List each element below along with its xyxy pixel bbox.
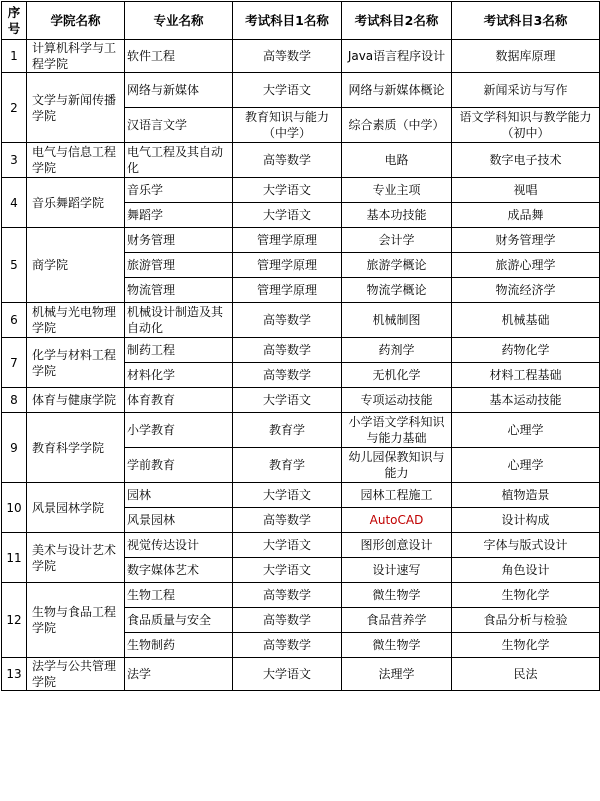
subject2-name: 机械制图 [342, 303, 452, 338]
subject2-name: 电路 [342, 143, 452, 178]
subject3-name: 生物化学 [452, 583, 600, 608]
row-seq: 3 [2, 143, 27, 178]
subject2-name: 微生物学 [342, 633, 452, 658]
subject2-name: 会计学 [342, 228, 452, 253]
row-seq: 6 [2, 303, 27, 338]
table-row [2, 583, 600, 608]
major-name: 舞蹈学 [125, 203, 233, 228]
subject3-name: 物流经济学 [452, 278, 600, 303]
subject2-name: Java语言程序设计 [342, 40, 452, 73]
major-name: 风景园林 [125, 508, 233, 533]
college-name: 体育与健康学院 [27, 388, 125, 413]
subject3-name: 生物化学 [452, 633, 600, 658]
subject2-name: 食品营养学 [342, 608, 452, 633]
subject3-name: 视唱 [452, 178, 600, 203]
table-row [2, 178, 600, 203]
row-seq: 1 [2, 40, 27, 73]
college-name: 美术与设计艺术学院 [27, 533, 125, 583]
major-name: 学前教育 [125, 448, 233, 483]
subject1-name: 管理学原理 [233, 253, 342, 278]
subject2-name: AutoCAD [342, 508, 452, 533]
subject3-name: 字体与版式设计 [452, 533, 600, 558]
table-row [2, 388, 600, 413]
major-name: 机械设计制造及其自动化 [125, 303, 233, 338]
major-name: 汉语言文学 [125, 108, 233, 143]
subject3-name: 新闻采访与写作 [452, 73, 600, 108]
subject3-name: 心理学 [452, 448, 600, 483]
subject1-name: 高等数学 [233, 40, 342, 73]
college-name: 法学与公共管理学院 [27, 658, 125, 691]
college-name: 风景园林学院 [27, 483, 125, 533]
major-name: 园林 [125, 483, 233, 508]
header-subject3: 考试科目3名称 [452, 2, 600, 40]
subject1-name: 高等数学 [233, 338, 342, 363]
subject3-name: 食品分析与检验 [452, 608, 600, 633]
subject1-name: 大学语文 [233, 203, 342, 228]
college-name: 生物与食品工程学院 [27, 583, 125, 658]
row-seq: 8 [2, 388, 27, 413]
major-name: 电气工程及其自动化 [125, 143, 233, 178]
subject3-name: 设计构成 [452, 508, 600, 533]
subject1-name: 高等数学 [233, 583, 342, 608]
major-name: 财务管理 [125, 228, 233, 253]
subject2-name: 微生物学 [342, 583, 452, 608]
subject2-name: 图形创意设计 [342, 533, 452, 558]
subject3-name: 旅游心理学 [452, 253, 600, 278]
header-seq: 序号 [2, 2, 27, 40]
subject2-name: 旅游学概论 [342, 253, 452, 278]
subject1-name: 大学语文 [233, 533, 342, 558]
subject3-name: 财务管理学 [452, 228, 600, 253]
major-name: 食品质量与安全 [125, 608, 233, 633]
subject2-name: 网络与新媒体概论 [342, 73, 452, 108]
subject2-name: 幼儿园保教知识与能力 [342, 448, 452, 483]
table-row [2, 658, 600, 691]
major-name: 软件工程 [125, 40, 233, 73]
table-row [2, 40, 600, 73]
subject2-name: 物流学概论 [342, 278, 452, 303]
major-name: 生物工程 [125, 583, 233, 608]
header-college: 学院名称 [27, 2, 125, 40]
subject1-name: 高等数学 [233, 608, 342, 633]
row-seq: 2 [2, 73, 27, 143]
row-seq: 7 [2, 338, 27, 388]
subject1-name: 大学语文 [233, 73, 342, 108]
subject2-name: 园林工程施工 [342, 483, 452, 508]
subject1-name: 大学语文 [233, 388, 342, 413]
row-seq: 12 [2, 583, 27, 658]
table-row [2, 483, 600, 508]
college-name: 文学与新闻传播学院 [27, 73, 125, 143]
subject2-name: 法理学 [342, 658, 452, 691]
major-name: 生物制药 [125, 633, 233, 658]
subject2-name: 综合素质（中学） [342, 108, 452, 143]
college-name: 计算机科学与工程学院 [27, 40, 125, 73]
table-row [2, 533, 600, 558]
subject3-name: 药物化学 [452, 338, 600, 363]
row-seq: 5 [2, 228, 27, 303]
subject3-name: 植物造景 [452, 483, 600, 508]
exam-subjects-table [1, 1, 600, 691]
header-subject1: 考试科目1名称 [233, 2, 342, 40]
major-name: 法学 [125, 658, 233, 691]
row-seq: 13 [2, 658, 27, 691]
major-name: 数字媒体艺术 [125, 558, 233, 583]
college-name: 音乐舞蹈学院 [27, 178, 125, 228]
table-row [2, 338, 600, 363]
row-seq: 11 [2, 533, 27, 583]
subject2-name: 专业主项 [342, 178, 452, 203]
college-name: 化学与材料工程学院 [27, 338, 125, 388]
subject2-name: 专项运动技能 [342, 388, 452, 413]
subject3-name: 材料工程基础 [452, 363, 600, 388]
subject3-name: 数字电子技术 [452, 143, 600, 178]
subject1-name: 大学语文 [233, 178, 342, 203]
college-name: 教育科学学院 [27, 413, 125, 483]
subject3-name: 数据库原理 [452, 40, 600, 73]
college-name: 电气与信息工程学院 [27, 143, 125, 178]
major-name: 视觉传达设计 [125, 533, 233, 558]
subject3-name: 民法 [452, 658, 600, 691]
subject3-name: 心理学 [452, 413, 600, 448]
table-row [2, 303, 600, 338]
table-body [2, 40, 600, 691]
subject1-name: 高等数学 [233, 143, 342, 178]
subject2-name: 基本功技能 [342, 203, 452, 228]
subject1-name: 高等数学 [233, 363, 342, 388]
college-name: 商学院 [27, 228, 125, 303]
subject2-name: 设计速写 [342, 558, 452, 583]
subject3-name: 成品舞 [452, 203, 600, 228]
header-row [2, 2, 600, 40]
subject1-name: 教育学 [233, 413, 342, 448]
subject1-name: 大学语文 [233, 483, 342, 508]
subject1-name: 教育知识与能力（中学） [233, 108, 342, 143]
subject1-name: 管理学原理 [233, 228, 342, 253]
subject1-name: 高等数学 [233, 303, 342, 338]
subject2-name: 药剂学 [342, 338, 452, 363]
major-name: 小学教育 [125, 413, 233, 448]
table-row [2, 228, 600, 253]
table-row [2, 73, 600, 108]
subject3-name: 机械基础 [452, 303, 600, 338]
subject1-name: 高等数学 [233, 633, 342, 658]
row-seq: 10 [2, 483, 27, 533]
major-name: 制药工程 [125, 338, 233, 363]
subject3-name: 基本运动技能 [452, 388, 600, 413]
table-row [2, 143, 600, 178]
major-name: 物流管理 [125, 278, 233, 303]
header-subject2: 考试科目2名称 [342, 2, 452, 40]
row-seq: 4 [2, 178, 27, 228]
subject1-name: 大学语文 [233, 558, 342, 583]
subject2-name: 小学语文学科知识与能力基础 [342, 413, 452, 448]
subject3-name: 角色设计 [452, 558, 600, 583]
subject1-name: 教育学 [233, 448, 342, 483]
major-name: 体育教育 [125, 388, 233, 413]
subject1-name: 大学语文 [233, 658, 342, 691]
college-name: 机械与光电物理学院 [27, 303, 125, 338]
subject2-name: 无机化学 [342, 363, 452, 388]
major-name: 旅游管理 [125, 253, 233, 278]
major-name: 音乐学 [125, 178, 233, 203]
subject1-name: 管理学原理 [233, 278, 342, 303]
subject3-name: 语文学科知识与教学能力（初中） [452, 108, 600, 143]
header-major: 专业名称 [125, 2, 233, 40]
major-name: 网络与新媒体 [125, 73, 233, 108]
row-seq: 9 [2, 413, 27, 483]
subject1-name: 高等数学 [233, 508, 342, 533]
table-row [2, 413, 600, 448]
major-name: 材料化学 [125, 363, 233, 388]
